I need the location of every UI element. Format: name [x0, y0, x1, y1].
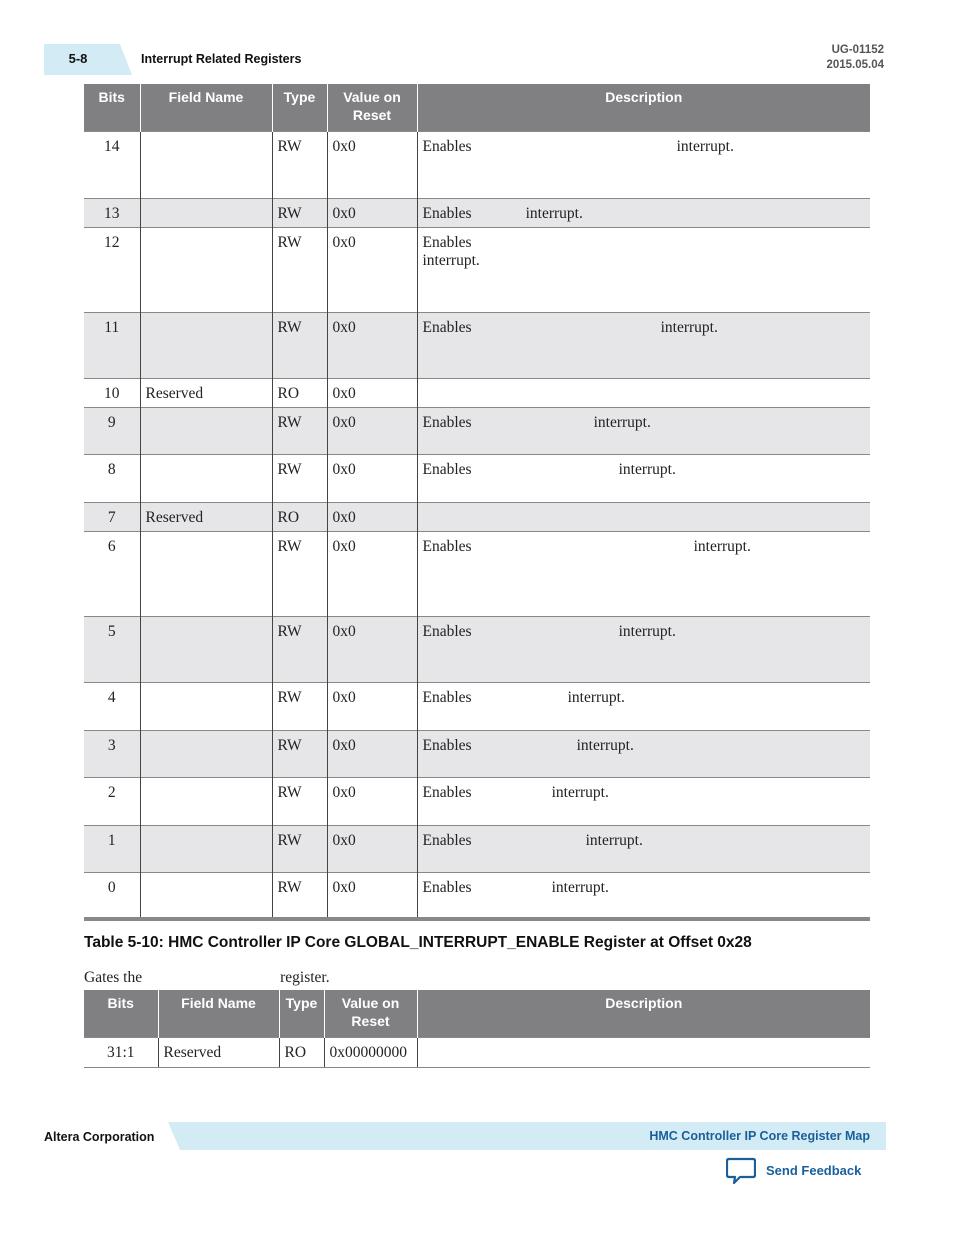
cell-bits: 11 [84, 312, 140, 378]
desc-pre: Enables [422, 318, 472, 336]
cell-reset: 0x0 [327, 312, 417, 378]
desc-pre: Enables [422, 460, 472, 478]
cell-bits: 12 [84, 227, 140, 312]
desc-pre: Enables [422, 831, 472, 849]
cell-field [140, 312, 272, 378]
cell-field [140, 872, 272, 919]
cell-description [417, 825, 870, 872]
cell-bits: 14 [84, 131, 140, 198]
table-header-row [84, 84, 870, 131]
cell-description [417, 227, 870, 312]
col-header-value-on-reset: Value on Reset [324, 990, 417, 1037]
cell-description [417, 131, 870, 198]
desc-post: interrupt. [618, 460, 676, 478]
cell-field [140, 131, 272, 198]
intro-post: register. [280, 969, 330, 986]
cell-field [140, 825, 272, 872]
cell-bits: 31:1 [84, 1037, 158, 1067]
desc-pre: Enables [422, 736, 472, 754]
cell-field [140, 407, 272, 454]
table-row [84, 872, 870, 919]
cell-reset: 0x0 [327, 872, 417, 919]
cell-reset: 0x0 [327, 777, 417, 825]
cell-type: RW [272, 454, 327, 502]
desc-pre: Enables [422, 137, 472, 155]
cell-type: RW [272, 198, 327, 227]
desc-post: interrupt. [660, 318, 718, 336]
cell-type: RW [272, 227, 327, 312]
cell-type: RW [272, 777, 327, 825]
cell-reset: 0x0 [327, 730, 417, 777]
table-row [84, 198, 870, 227]
cell-description [417, 407, 870, 454]
doc-date: 2015.05.04 [826, 59, 884, 71]
table-row [84, 407, 870, 454]
cell-type: RO [272, 378, 327, 407]
cell-reset: 0x0 [327, 616, 417, 682]
desc-post: interrupt. [618, 622, 676, 640]
send-feedback-button[interactable] [726, 1158, 861, 1188]
cell-reset: 0x0 [327, 131, 417, 198]
cell-description [417, 682, 870, 730]
cell-description [417, 872, 870, 919]
col-header-type: Type [272, 84, 327, 131]
cell-field [140, 531, 272, 616]
cell-bits: 8 [84, 454, 140, 502]
intro-pre: Gates the [84, 969, 143, 986]
desc-post: interrupt. [567, 688, 625, 706]
send-feedback-label: Send Feedback [766, 1162, 862, 1178]
cell-field: Reserved [140, 378, 272, 407]
desc-post: interrupt. [551, 878, 609, 896]
cell-field: Reserved [158, 1037, 279, 1067]
col-header-field-name: Field Name [158, 990, 279, 1037]
desc-post: interrupt. [576, 736, 634, 754]
cell-field [140, 198, 272, 227]
desc-post: interrupt. [693, 537, 751, 555]
cell-bits: 1 [84, 825, 140, 872]
cell-description [417, 454, 870, 502]
cell-reset: 0x0 [327, 378, 417, 407]
cell-field [140, 777, 272, 825]
desc-post: interrupt. [676, 137, 734, 155]
cell-type: RW [272, 131, 327, 198]
desc-post: interrupt. [551, 783, 609, 801]
cell-description [417, 777, 870, 825]
cell-type: RW [272, 872, 327, 919]
desc-pre: Enables [422, 622, 472, 640]
table-intro [84, 969, 330, 987]
cell-description [417, 616, 870, 682]
table-row [84, 1037, 870, 1067]
col-header-value-on-reset: Value on Reset [327, 84, 417, 131]
section-title: Interrupt Related Registers [141, 52, 302, 66]
table-row [84, 777, 870, 825]
desc-pre: Enables [422, 878, 472, 896]
cell-bits: 4 [84, 682, 140, 730]
table-row [84, 227, 870, 312]
cell-field [140, 616, 272, 682]
col-header-bits: Bits [84, 84, 140, 131]
table-row [84, 131, 870, 198]
table-row [84, 616, 870, 682]
cell-type: RO [279, 1037, 324, 1067]
desc-post: interrupt. [422, 251, 480, 269]
cell-reset: 0x0 [327, 502, 417, 531]
desc-post: interrupt. [585, 831, 643, 849]
cell-bits: 6 [84, 531, 140, 616]
cell-type: RW [272, 616, 327, 682]
cell-reset: 0x0 [327, 531, 417, 616]
col-header-field-name: Field Name [140, 84, 272, 131]
cell-bits: 3 [84, 730, 140, 777]
cell-bits: 10 [84, 378, 140, 407]
cell-field [140, 454, 272, 502]
cell-reset: 0x0 [327, 407, 417, 454]
cell-field [140, 227, 272, 312]
desc-pre: Enables [422, 688, 472, 706]
cell-reset: 0x0 [327, 682, 417, 730]
cell-bits: 5 [84, 616, 140, 682]
cell-reset: 0x0 [327, 227, 417, 312]
col-header-description: Description [417, 990, 870, 1037]
cell-bits: 0 [84, 872, 140, 919]
table-row [84, 454, 870, 502]
cell-description [417, 312, 870, 378]
cell-reset: 0x0 [327, 198, 417, 227]
cell-field [140, 730, 272, 777]
register-table-bits [84, 84, 870, 921]
table-row [84, 312, 870, 378]
cell-bits: 7 [84, 502, 140, 531]
table-caption: Table 5-10: HMC Controller IP Core GLOBAL_INTERRUPT_ENABLE Register at Offset 0x28 [84, 934, 752, 951]
cell-type: RW [272, 825, 327, 872]
cell-reset: 0x00000000 [324, 1037, 417, 1067]
col-header-bits: Bits [84, 990, 158, 1037]
table-header-row [84, 990, 870, 1037]
cell-field: Reserved [140, 502, 272, 531]
table-row [84, 502, 870, 531]
desc-pre: Enables [422, 233, 472, 251]
cell-bits: 13 [84, 198, 140, 227]
col-header-description: Description [417, 84, 870, 131]
table-row [84, 531, 870, 616]
cell-bits: 9 [84, 407, 140, 454]
table-row [84, 378, 870, 407]
cell-description [417, 378, 870, 407]
cell-type: RW [272, 730, 327, 777]
cell-type: RW [272, 407, 327, 454]
desc-pre: Enables [422, 413, 472, 431]
cell-type: RW [272, 312, 327, 378]
cell-description [417, 1037, 870, 1067]
cell-bits: 2 [84, 777, 140, 825]
desc-post: interrupt. [525, 204, 583, 222]
cell-reset: 0x0 [327, 454, 417, 502]
cell-description [417, 198, 870, 227]
footer-chapter-link[interactable]: HMC Controller IP Core Register Map [649, 1129, 870, 1143]
doc-id: UG-01152 [831, 44, 884, 56]
desc-post: interrupt. [593, 413, 651, 431]
cell-field [140, 682, 272, 730]
cell-type: RW [272, 531, 327, 616]
table-row [84, 682, 870, 730]
speech-bubble-icon [726, 1157, 756, 1190]
footer-company: Altera Corporation [44, 1130, 155, 1144]
doc-id-block [826, 43, 884, 73]
page-number: 5-8 [68, 51, 88, 66]
desc-pre: Enables [422, 537, 472, 555]
cell-type: RW [272, 682, 327, 730]
cell-reset: 0x0 [327, 825, 417, 872]
desc-pre: Enables [422, 783, 472, 801]
cell-description [417, 730, 870, 777]
table-row [84, 730, 870, 777]
cell-type: RO [272, 502, 327, 531]
register-table-global-interrupt-enable [84, 990, 870, 1068]
cell-description [417, 502, 870, 531]
cell-description [417, 531, 870, 616]
col-header-type: Type [279, 990, 324, 1037]
desc-pre: Enables [422, 204, 472, 222]
table-row [84, 825, 870, 872]
